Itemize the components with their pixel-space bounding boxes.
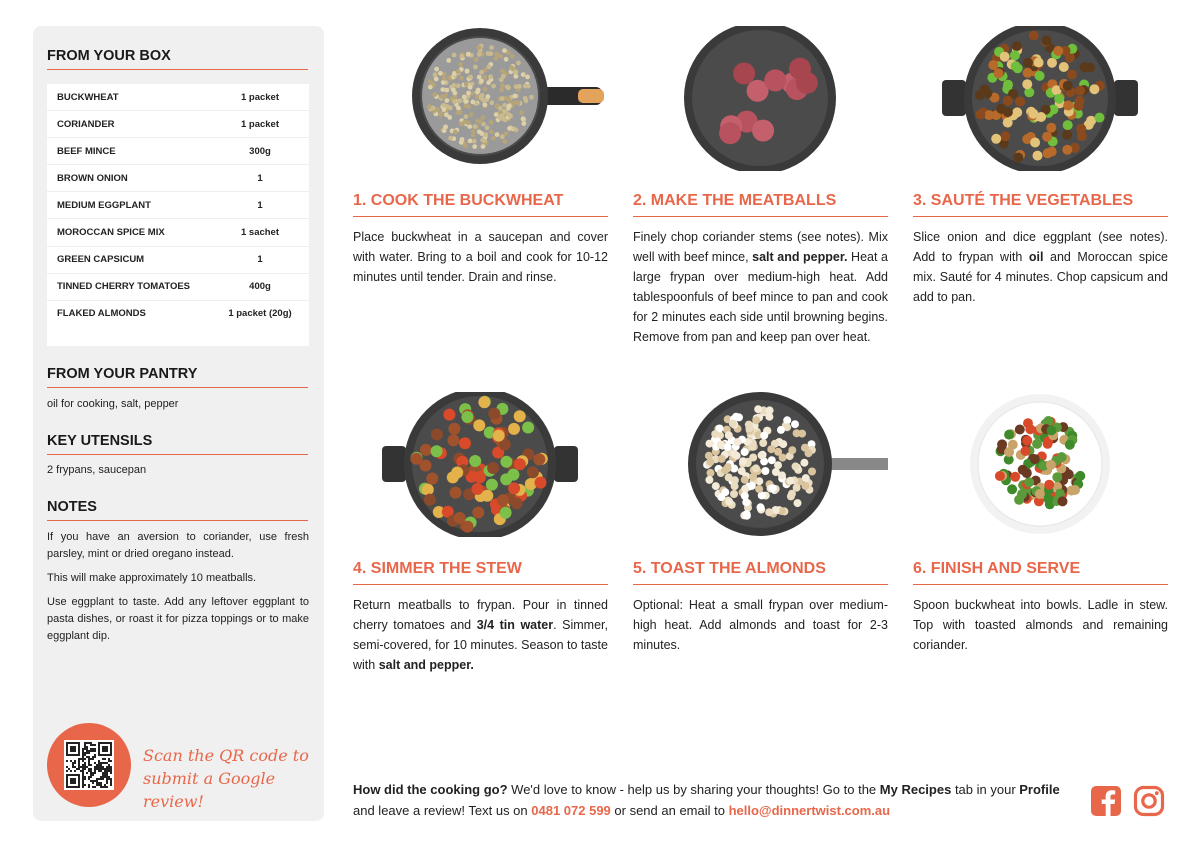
ingredient-name: CORIANDER <box>57 118 115 130</box>
phone-link[interactable]: 0481 072 599 <box>531 803 611 818</box>
ingredient-qty: 1 packet <box>240 91 280 103</box>
step-body <box>353 595 608 675</box>
qr-code[interactable] <box>64 740 114 790</box>
footer-text: or send an email to <box>610 803 729 818</box>
ingredient-name: MOROCCAN SPICE MIX <box>57 227 165 239</box>
ingredient-qty: 1 packet <box>240 118 280 130</box>
step-text: Spoon buckwheat into bowls. Ladle in stew. Top with toasted almonds and remaining coriander. <box>913 598 1168 652</box>
step-text: Heat a large frypan over medium-high heat. Add tablespoonfuls of beef mince to pan and cook for 2 minutes each side until browning begins. Remove from pan and keep pan over heat. <box>633 250 888 344</box>
from-your-box-heading: FROM YOUR BOX <box>47 48 308 70</box>
ingredient-qty: 1 <box>257 254 263 266</box>
ingredient-row <box>47 247 309 274</box>
ingredient-name: BUCKWHEAT <box>57 91 119 103</box>
note-item: If you have an aversion to coriander, use fresh parsley, mint or dried oregano instead. <box>47 531 309 560</box>
ingredient-name: TINNED CHERRY TOMATOES <box>57 281 191 293</box>
profile-link[interactable]: Profile <box>1019 782 1060 797</box>
step-text: and Moroccan spice mix. Sauté for 4 minutes. Chop capsicum and add to pan. <box>913 250 1169 304</box>
step-title: 2. MAKE THE MEATBALLS <box>633 192 888 217</box>
ingredient-row <box>47 165 309 192</box>
ingredient-row <box>47 219 309 246</box>
step-photo <box>633 392 888 537</box>
step-text: Slice onion and dice eggplant (see notes). Add to frypan with <box>913 230 1168 264</box>
step-title: 5. TOAST THE ALMONDS <box>633 560 888 585</box>
step-photo <box>353 26 608 171</box>
step-text: 3/4 tin water <box>476 618 554 632</box>
ingredient-row <box>47 84 309 111</box>
note-item: This will make approximately 10 meatballs. <box>47 572 257 584</box>
pantry-text: oil for cooking, salt, pepper <box>47 398 179 410</box>
ingredient-row <box>47 111 309 138</box>
step-photo <box>353 392 608 537</box>
pantry-heading: FROM YOUR PANTRY <box>47 366 308 388</box>
step-photo <box>913 392 1168 537</box>
utensils-text: 2 frypans, saucepan <box>47 464 147 476</box>
my-recipes-link[interactable]: My Recipes <box>879 782 952 797</box>
facebook-icon[interactable] <box>1090 785 1122 817</box>
ingredient-qty: 400g <box>249 281 271 293</box>
ingredient-row <box>47 301 309 327</box>
ingredient-name: BEEF MINCE <box>57 145 116 157</box>
ingredient-row <box>47 138 309 165</box>
note-item: Use eggplant to taste. Add any leftover eggplant to pasta dishes, or roast it for pizza toppings or to make eggplant dip. <box>47 596 309 642</box>
ingredient-qty: 1 <box>257 172 263 184</box>
ingredient-name: GREEN CAPSICUM <box>57 254 145 266</box>
qr-badge <box>47 723 131 807</box>
ingredient-row <box>47 192 309 219</box>
step-photo <box>913 26 1168 171</box>
footer-text: tab in your <box>951 782 1020 797</box>
step-text: oil <box>1028 250 1044 264</box>
ingredient-qty: 300g <box>249 145 271 157</box>
footer-question: How did the cooking go? <box>353 782 508 797</box>
step-title: 4. SIMMER THE STEW <box>353 560 608 585</box>
step-body <box>353 227 608 287</box>
qr-message <box>143 744 313 813</box>
ingredient-qty: 1 <box>257 199 263 211</box>
footer-text: We'd love to know - help us by sharing your thoughts! Go to the <box>507 782 880 797</box>
notes-heading: NOTES <box>47 499 308 521</box>
ingredient-name: FLAKED ALMONDS <box>57 308 146 320</box>
ingredient-qty: 1 packet (20g) <box>228 308 292 320</box>
ingredient-name: MEDIUM EGGPLANT <box>57 199 151 211</box>
step-text: . Simmer, semi-covered, for 10 minutes. Season to taste with <box>353 618 608 672</box>
step-text: Return meatballs to frypan. Pour in tinned cherry tomatoes and <box>353 598 608 632</box>
email-link[interactable]: hello@dinnertwist.com.au <box>728 803 891 818</box>
ingredient-qty: 1 sachet <box>240 227 280 239</box>
step-title: 6. FINISH AND SERVE <box>913 560 1168 585</box>
review-footer <box>353 779 1073 821</box>
step-body <box>913 595 1168 655</box>
ingredient-name: BROWN ONION <box>57 172 128 184</box>
step-text: Place buckwheat in a saucepan and cover with water. Bring to a boil and cook for 10-12 minutes until tender. Drain and rinse. <box>353 230 608 284</box>
step-text: Finely chop coriander stems (see notes). Mix well with beef mince, <box>633 230 888 264</box>
utensils-heading: KEY UTENSILS <box>47 433 308 455</box>
step-photo <box>633 26 888 171</box>
step-text: salt and pepper. <box>378 658 474 672</box>
step-body <box>633 595 888 655</box>
notes-list <box>47 529 309 652</box>
footer-text: and leave a review! Text us on <box>353 803 532 818</box>
step-text: salt and pepper. <box>752 250 848 264</box>
step-title: 3. SAUTÉ THE VEGETABLES <box>913 192 1168 217</box>
qr-message-line: Scan the QR code to <box>143 746 309 765</box>
step-body <box>633 227 888 347</box>
instagram-icon[interactable] <box>1133 785 1165 817</box>
step-text: Optional: Heat a small frypan over medium-high heat. Add almonds and toast for 2-3 minutes. <box>633 598 888 652</box>
box-ingredients-table <box>47 84 309 346</box>
ingredients-sidebar <box>33 26 324 821</box>
step-title: 1. COOK THE BUCKWHEAT <box>353 192 608 217</box>
step-body <box>913 227 1168 307</box>
ingredient-row <box>47 274 309 301</box>
qr-message-line: submit a Google review! <box>143 769 276 811</box>
